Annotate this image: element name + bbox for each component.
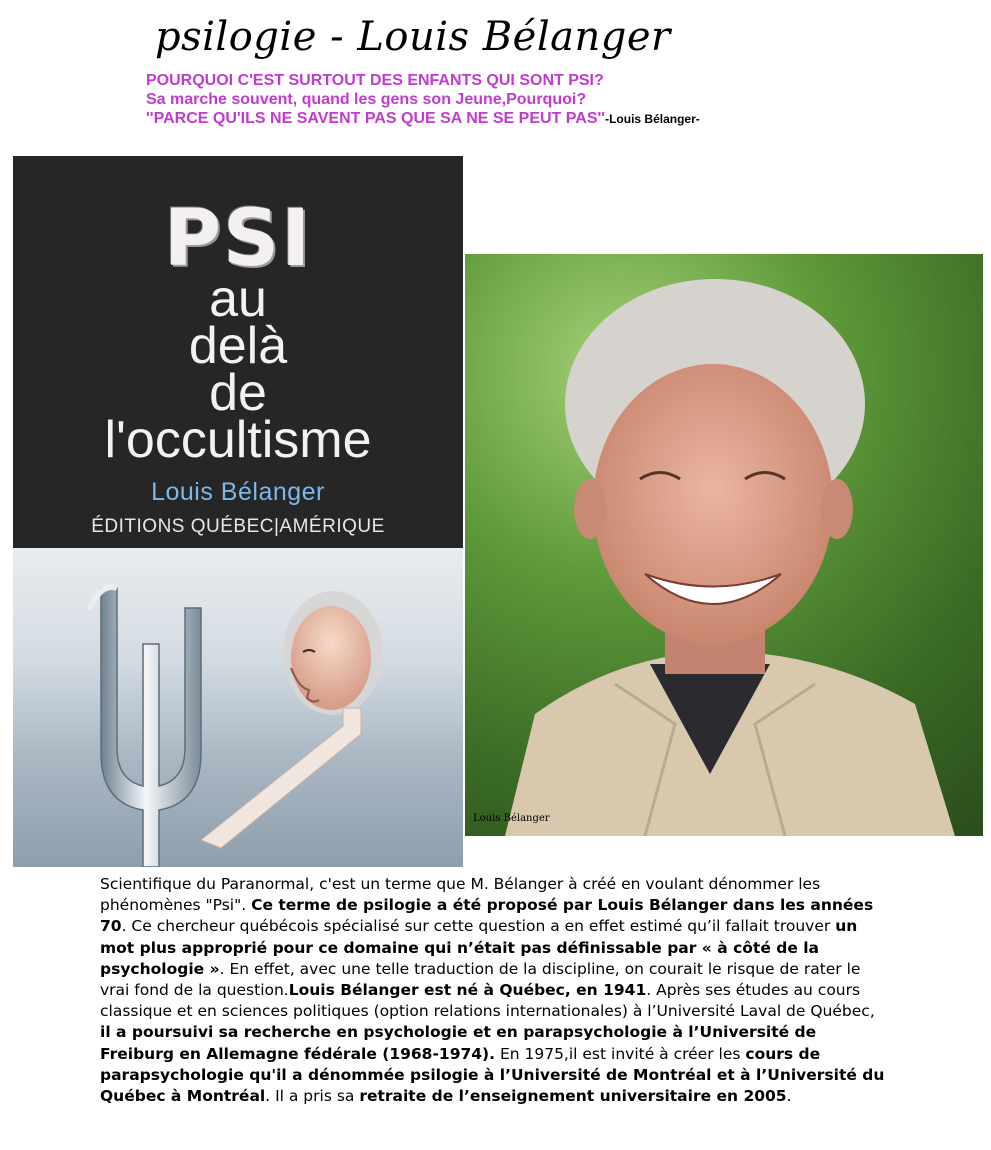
book-subtitle <box>13 270 463 469</box>
bold-text-segment: il a poursuivi sa recherche en psychologie et en parapsychologie à l’Université de Freiburg en Allemagne fédérale (1968-1974). <box>100 1023 817 1063</box>
book-author: Louis Bélanger <box>151 478 325 506</box>
book-subtitle-line: au <box>209 270 267 328</box>
bold-text-segment: Louis Bélanger est né à Québec, en 1941 <box>288 981 647 1000</box>
book-subtitle-line: l'occultisme <box>104 411 372 469</box>
book-title: PSI <box>163 194 313 284</box>
quote-line-2: Sa marche souvent, quand les gens son Jeune,Pourquoi? <box>146 91 587 108</box>
quote-line-3 <box>146 109 946 129</box>
text-segment: . Ce chercheur québécois spécialisé sur cette question a en effet estimé qu’il fallait trouver <box>121 917 836 936</box>
bold-text-segment: cours de parapsychologie qu'il a dénommée psilogie à l’Université de Montréal et à l’Université du Québec à Montréal <box>100 1044 885 1106</box>
biography-paragraph <box>100 874 886 1107</box>
portrait-illustration <box>465 254 983 836</box>
quote-line-1: POURQUOI C'EST SURTOUT DES ENFANTS QUI SONT PSI? <box>146 72 604 89</box>
text-segment: . <box>786 1087 792 1106</box>
text-segment: . Après ses études au cours classique et en sciences politiques (option relations internationales) à l’Université Laval de Québec, <box>100 981 875 1021</box>
bold-text-segment: retraite de l’enseignement universitaire en 2005 <box>359 1087 787 1106</box>
quote-block <box>146 71 946 129</box>
bold-text-segment: Ce terme de psilogie a été proposé par Louis Bélanger dans les années 70 <box>100 896 874 936</box>
text-segment: . Il a pris sa <box>265 1087 360 1106</box>
quote-line-3-text: ''PARCE QU'ILS NE SAVENT PAS QUE SA NE SE PEUT PAS'' <box>146 110 606 127</box>
text-segment: En 1975,il est invité à créer les <box>495 1044 746 1063</box>
portrait-caption: Louis Bélanger <box>473 813 550 824</box>
portrait-photo <box>465 254 983 836</box>
book-subtitle-line: de <box>209 364 267 422</box>
text-segment: Scientifique du Paranormal, c'est un terme que M. Bélanger à créé en voulant dénommer les phénomènes "Psi". <box>100 875 821 915</box>
quote-author: -Louis Bélanger- <box>605 112 700 126</box>
text-segment: . En effet, avec une telle traduction de la discipline, on courait le risque de rater le vrai fond de la question. <box>100 959 861 1000</box>
page-title: psilogie - Louis Bélanger <box>155 14 671 60</box>
book-subtitle-line: delà <box>188 317 288 375</box>
psi-fork-illustration <box>13 548 463 867</box>
book-publisher: ÉDITIONS QUÉBEC|AMÉRIQUE <box>91 516 385 537</box>
bold-text-segment: un mot plus approprié pour ce domaine qui n’était pas définissable par « à côté de la psychologie » <box>100 917 858 978</box>
book-cover-image <box>13 156 463 867</box>
